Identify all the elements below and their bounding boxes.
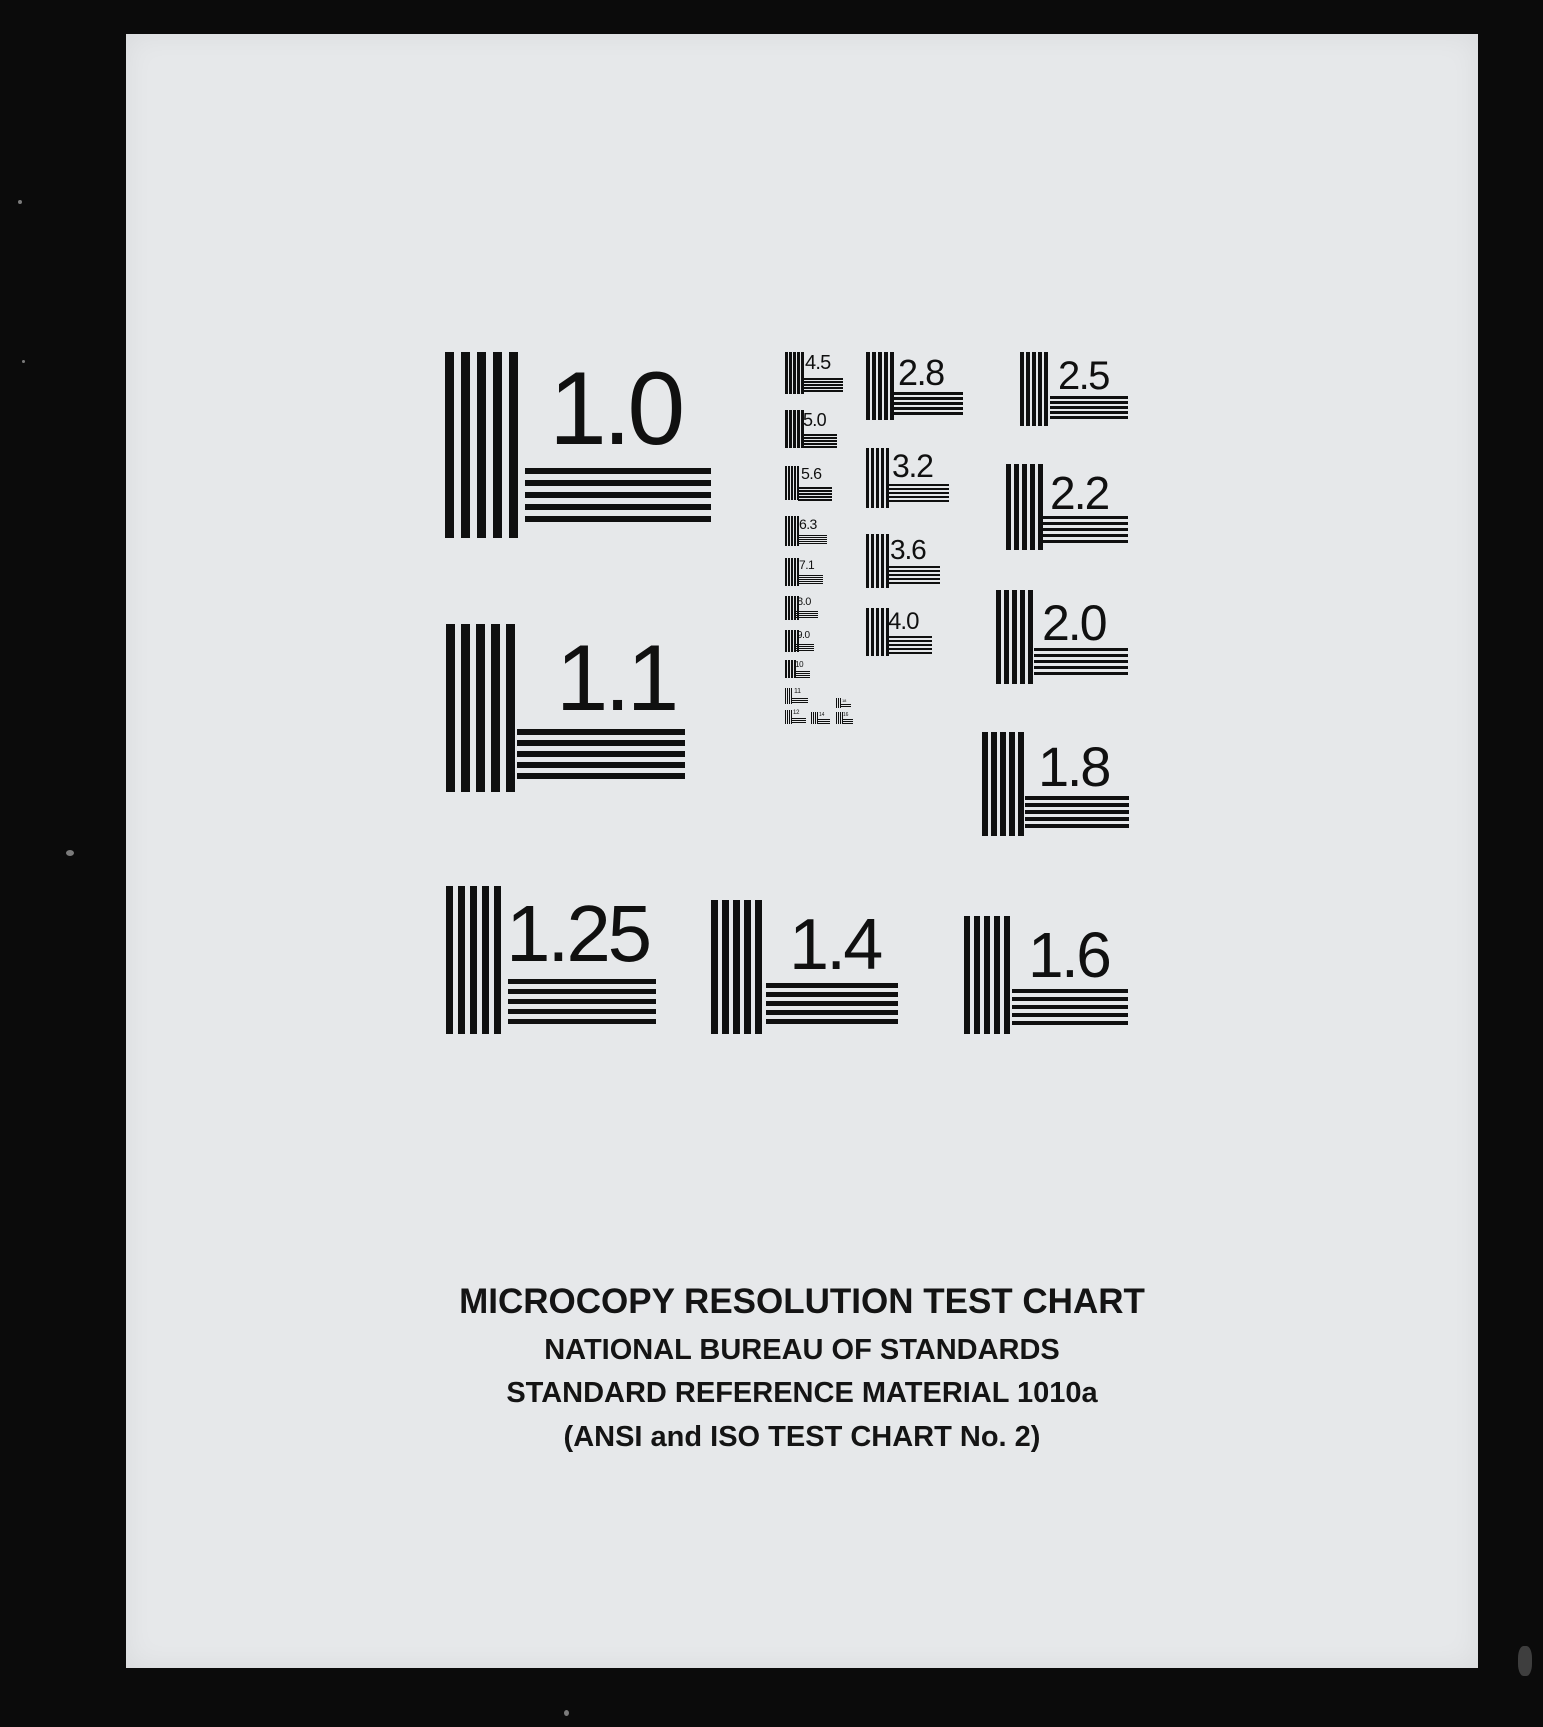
target-3-6	[866, 534, 942, 588]
target-14-horizontal-bars	[818, 719, 830, 724]
target-16	[836, 712, 854, 724]
target-8-0-horizontal-bars	[796, 611, 818, 618]
target-5-6-vertical-bars	[785, 466, 799, 500]
target-11	[785, 688, 809, 704]
target-4-0-label: 4.0	[888, 608, 919, 635]
target-2-0-label: 2.0	[1042, 595, 1106, 651]
target-18-horizontal-bars	[841, 704, 851, 707]
target-1-4-label: 1.4	[789, 905, 881, 985]
target-2-8	[866, 352, 964, 420]
target-8-0	[785, 596, 819, 620]
target-4-0	[866, 608, 934, 656]
target-3-2-horizontal-bars	[889, 484, 949, 502]
target-2-5	[1020, 352, 1130, 426]
target-6-3-horizontal-bars	[797, 535, 827, 544]
target-1-0-vertical-bars	[445, 352, 518, 538]
target-1-4-vertical-bars	[711, 900, 762, 1034]
target-12-vertical-bars	[785, 710, 792, 724]
target-2-5-label: 2.5	[1058, 354, 1109, 398]
target-11-vertical-bars	[785, 688, 792, 704]
target-7-1-horizontal-bars	[797, 575, 823, 584]
target-1-25-horizontal-bars	[508, 979, 656, 1024]
target-16-label: 16	[843, 712, 849, 718]
target-9-0-label: 9.0	[797, 630, 810, 641]
target-5-0-horizontal-bars	[801, 434, 837, 448]
target-5-6-label: 5.6	[801, 466, 822, 483]
target-1-1-label: 1.1	[556, 625, 676, 730]
target-3-2-vertical-bars	[866, 448, 889, 508]
target-1-6	[964, 916, 1130, 1034]
target-1-8-vertical-bars	[982, 732, 1024, 836]
target-5-0-label: 5.0	[803, 410, 826, 430]
target-11-horizontal-bars	[792, 698, 808, 703]
target-4-5	[785, 352, 845, 394]
target-7-1-label: 7.1	[799, 558, 815, 572]
target-2-2-horizontal-bars	[1040, 516, 1128, 543]
target-2-8-label: 2.8	[898, 352, 944, 393]
chart-subtitle-material: STANDARD REFERENCE MATERIAL 1010a	[506, 1377, 1098, 1409]
target-1-25	[446, 886, 658, 1034]
target-6-3-label: 6.3	[799, 516, 817, 532]
target-1-4	[711, 900, 901, 1034]
target-2-8-vertical-bars	[866, 352, 894, 420]
target-1-0-horizontal-bars	[525, 468, 711, 522]
target-10-horizontal-bars	[794, 671, 810, 678]
target-4-5-label: 4.5	[805, 352, 831, 374]
dust-speck	[66, 850, 74, 856]
target-1-8-horizontal-bars	[1025, 796, 1129, 828]
target-9-0-horizontal-bars	[796, 644, 814, 651]
target-2-2	[1006, 464, 1130, 550]
target-1-0	[445, 352, 715, 538]
target-5-0	[785, 410, 839, 448]
chart-title: MICROCOPY RESOLUTION TEST CHART	[459, 1282, 1145, 1321]
target-3-2	[866, 448, 952, 508]
target-5-6	[785, 466, 833, 500]
target-4-0-horizontal-bars	[886, 636, 932, 654]
target-10	[785, 660, 811, 678]
target-1-1-horizontal-bars	[517, 729, 685, 779]
target-1-6-label: 1.6	[1028, 919, 1110, 991]
target-12-horizontal-bars	[792, 718, 806, 723]
target-1-0-label: 1.0	[549, 351, 682, 467]
target-14-label: 14	[819, 712, 825, 718]
target-3-6-horizontal-bars	[888, 566, 940, 584]
target-2-0	[996, 590, 1130, 684]
chart-subtitle-ansi-iso: (ANSI and ISO TEST CHART No. 2)	[563, 1421, 1041, 1453]
target-1-1	[446, 624, 690, 792]
target-16-horizontal-bars	[842, 719, 853, 724]
dust-speck	[564, 1710, 569, 1716]
target-7-1	[785, 558, 823, 586]
target-9-0	[785, 630, 815, 652]
target-8-0-label: 8.0	[797, 596, 811, 608]
dust-speck	[1518, 1646, 1532, 1676]
target-4-5-horizontal-bars	[801, 378, 843, 392]
target-1-6-horizontal-bars	[1012, 989, 1128, 1025]
target-2-0-vertical-bars	[996, 590, 1033, 684]
target-11-label: 11	[794, 688, 801, 695]
target-6-3	[785, 516, 829, 546]
target-3-6-label: 3.6	[890, 534, 926, 565]
target-14	[811, 712, 831, 724]
target-10-label: 10	[795, 660, 804, 669]
dust-speck	[18, 200, 22, 204]
target-12-label: 12	[793, 710, 800, 716]
target-5-6-horizontal-bars	[798, 487, 832, 501]
target-14-vertical-bars	[811, 712, 818, 724]
test-chart-card	[126, 34, 1478, 1668]
target-1-1-vertical-bars	[446, 624, 515, 792]
target-2-2-vertical-bars	[1006, 464, 1043, 550]
target-1-25-label: 1.25	[506, 889, 649, 978]
target-12	[785, 710, 807, 724]
chart-subtitle-bureau: NATIONAL BUREAU OF STANDARDS	[544, 1334, 1060, 1366]
target-18	[836, 698, 852, 708]
target-2-2-label: 2.2	[1050, 467, 1109, 519]
target-1-8	[982, 732, 1130, 836]
target-18-label: 18	[842, 698, 847, 703]
target-1-8-label: 1.8	[1038, 735, 1110, 798]
target-3-2-label: 3.2	[892, 448, 933, 484]
target-2-0-horizontal-bars	[1034, 648, 1128, 675]
target-2-5-vertical-bars	[1020, 352, 1048, 426]
target-3-6-vertical-bars	[866, 534, 889, 588]
target-1-25-vertical-bars	[446, 886, 501, 1034]
target-2-5-horizontal-bars	[1050, 396, 1128, 419]
target-1-6-vertical-bars	[964, 916, 1010, 1034]
target-2-8-horizontal-bars	[893, 392, 963, 415]
target-1-4-horizontal-bars	[766, 983, 898, 1024]
dust-speck	[22, 360, 25, 363]
